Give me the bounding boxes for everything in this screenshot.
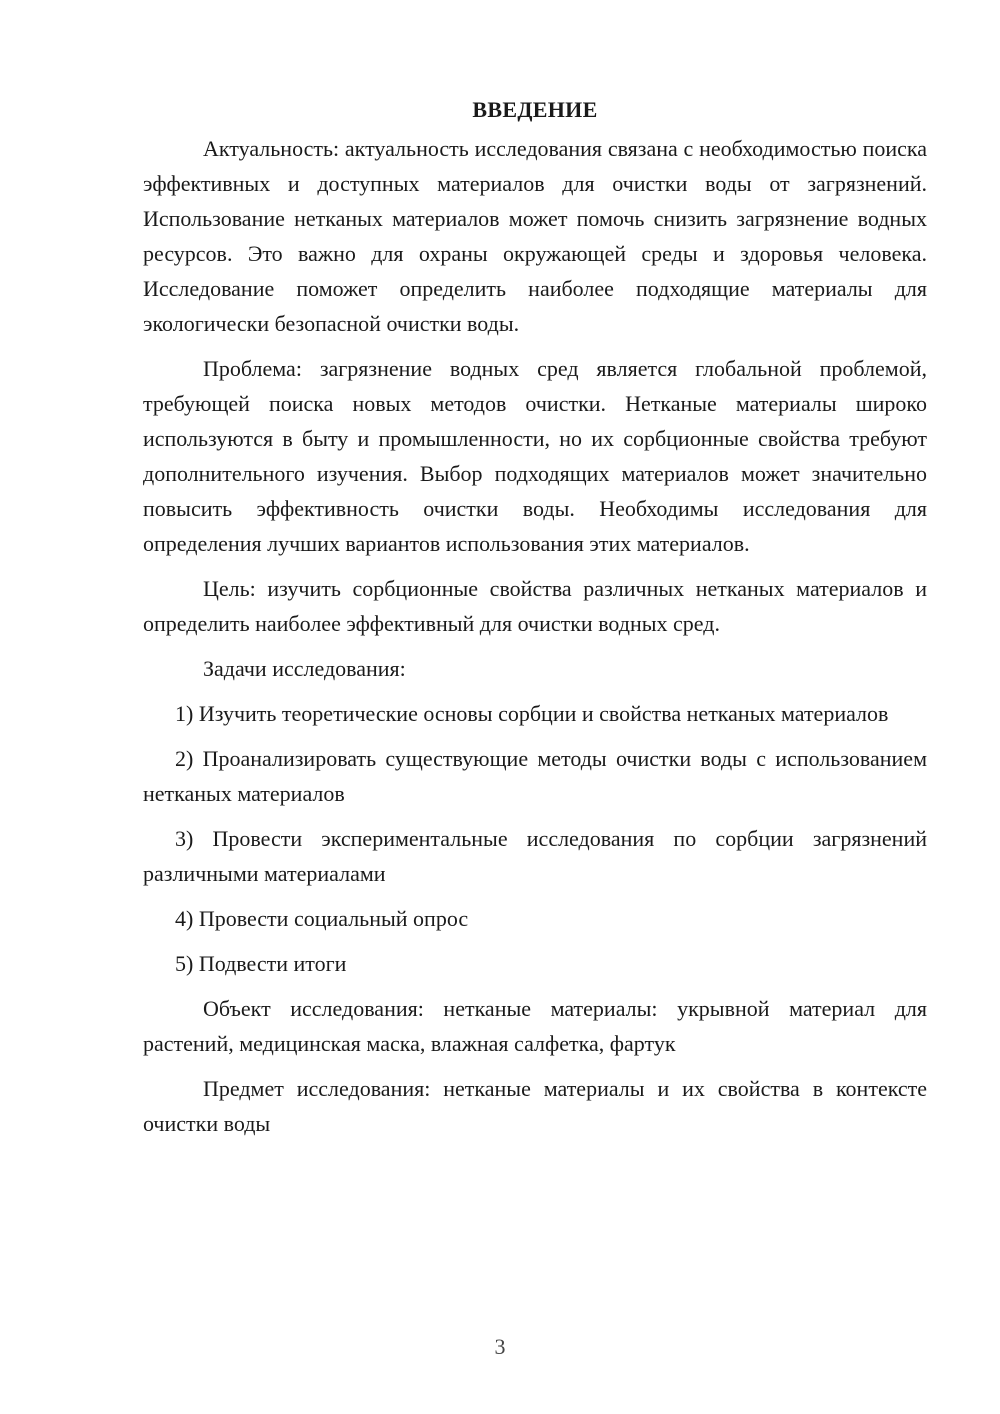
list-item: 4) Провести социальный опрос bbox=[175, 906, 469, 931]
list-item: 3) Провести экспериментальные исследования по сорбции загрязнений различными материалами bbox=[143, 826, 927, 886]
paragraph-relevance: Актуальность: актуальность исследования связана с необходимостью поиска эффективных и доступных материалов для очистки воды от загрязнений. Использование нетканых материалов может помочь снизить загрязнение водных ресурсов. Это важно для охраны окружающей среды и здоровья человека. Исследование поможет определить наиболее подходящие материалы для экологически безопасной очистки воды. bbox=[143, 136, 927, 336]
paragraph-subject: Предмет исследования: нетканые материалы и их свойства в контексте очистки воды bbox=[143, 1076, 927, 1136]
paragraph-goal: Цель: изучить сорбционные свойства различных нетканых материалов и определить наиболее эффективный для очистки водных сред. bbox=[143, 576, 927, 636]
list-item: 5) Подвести итоги bbox=[175, 951, 347, 976]
tasks-list bbox=[143, 696, 927, 981]
tasks-heading: Задачи исследования: bbox=[203, 656, 406, 681]
page-title: ВВЕДЕНИЕ bbox=[472, 97, 598, 122]
paragraph-object: Объект исследования: нетканые материалы: укрывной материал для растений, медицинская маска, влажная салфетка, фартук bbox=[143, 996, 927, 1056]
list-item: 2) Проанализировать существующие методы очистки воды с использованием нетканых материалов bbox=[143, 746, 927, 806]
list-item: 1) Изучить теоретические основы сорбции и свойства нетканых материалов bbox=[175, 701, 889, 726]
page-number: 3 bbox=[494, 1334, 506, 1359]
paragraph-problem: Проблема: загрязнение водных сред является глобальной проблемой, требующей поиска новых методов очистки. Нетканые материалы широко используются в быту и промышленности, но их сорбционные свойства требуют дополнительного изучения. Выбор подходящих материалов может значительно повысить эффективность очистки воды. Необходимы исследования для определения лучших вариантов использования этих материалов. bbox=[143, 356, 927, 556]
document-page bbox=[143, 95, 927, 1151]
